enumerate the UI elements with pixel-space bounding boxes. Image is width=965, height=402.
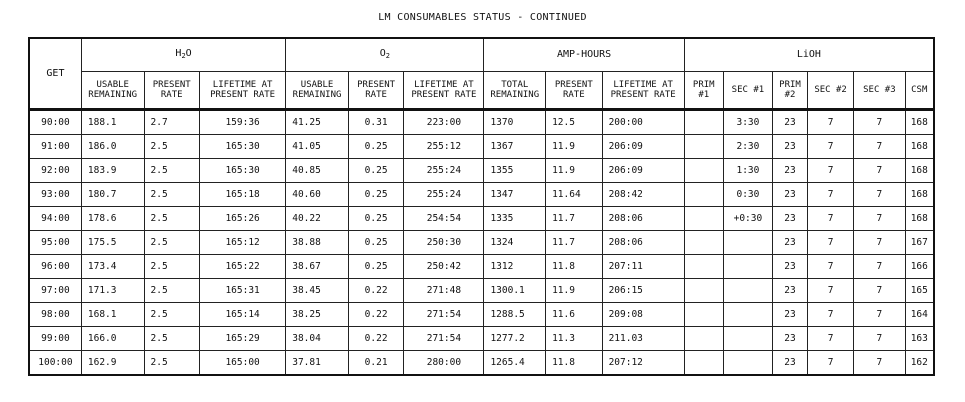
o2-rate-cell: 0.22 (348, 303, 403, 327)
h2o-group-header: $H_2O$ (81, 38, 285, 72)
h2o-lifetime-cell: 165:30 (199, 135, 285, 159)
lioh-prim1-cell (684, 279, 723, 303)
lioh-sec3-cell: 7 (854, 303, 905, 327)
o2-usable-cell: 38.88 (286, 231, 349, 255)
lioh-sec1-cell (723, 255, 772, 279)
get-cell: 99:00 (29, 327, 81, 351)
o2-rate-cell: 0.25 (348, 255, 403, 279)
lioh-sec2-cell: 7 (807, 110, 853, 135)
amp-rate-cell: 11.8 (546, 351, 602, 376)
h2o-usable-cell: 168.1 (81, 303, 144, 327)
amp-lifetime-cell: 206:15 (602, 279, 684, 303)
lioh-sec2-cell: 7 (807, 255, 853, 279)
h2o-rate-cell: 2.7 (144, 110, 199, 135)
amp-rate-cell: 11.9 (546, 279, 602, 303)
get-cell: 97:00 (29, 279, 81, 303)
amp-lifetime-cell: 209:08 (602, 303, 684, 327)
o2-lifetime-cell: 271:48 (404, 279, 484, 303)
o2-usable-cell: 40.60 (286, 183, 349, 207)
o2-rate-cell: 0.25 (348, 231, 403, 255)
table-row (29, 327, 934, 351)
lioh-sec1-cell (723, 231, 772, 255)
h2o-lifetime-cell: 165:14 (199, 303, 285, 327)
lioh-csm-cell: 162 (905, 351, 934, 376)
o2-lifetime-cell: 271:54 (404, 303, 484, 327)
h2o-rate-cell: 2.5 (144, 135, 199, 159)
o2-usable-header: USABLE REMAINING (286, 72, 349, 110)
lioh-sec3-cell: 7 (854, 327, 905, 351)
o2-lifetime-cell: 250:30 (404, 231, 484, 255)
lioh-sec2-cell: 7 (807, 327, 853, 351)
amp-lifetime-cell: 207:11 (602, 255, 684, 279)
table-row (29, 183, 934, 207)
o2-lifetime-cell: 255:24 (404, 183, 484, 207)
amp-total-cell: 1335 (484, 207, 546, 231)
o2-rate-cell: 0.25 (348, 207, 403, 231)
get-cell: 95:00 (29, 231, 81, 255)
h2o-rate-cell: 2.5 (144, 327, 199, 351)
h2o-usable-cell: 183.9 (81, 159, 144, 183)
h2o-rate-cell: 2.5 (144, 159, 199, 183)
lioh-sec2-cell: 7 (807, 231, 853, 255)
amp-total-cell: 1367 (484, 135, 546, 159)
h2o-rate-header: PRESENT RATE (144, 72, 199, 110)
lioh-sec1-cell: 3:30 (723, 110, 772, 135)
h2o-lifetime-header: LIFETIME AT PRESENT RATE (199, 72, 285, 110)
o2-lifetime-cell: 250:42 (404, 255, 484, 279)
lioh-sec1-cell: 2:30 (723, 135, 772, 159)
lioh-csm-cell: 168 (905, 159, 934, 183)
lioh-sec1-cell: 1:30 (723, 159, 772, 183)
o2-rate-cell: 0.21 (348, 351, 403, 376)
lioh-sec1-cell (723, 279, 772, 303)
h2o-usable-cell: 175.5 (81, 231, 144, 255)
get-cell: 90:00 (29, 110, 81, 135)
table-row (29, 279, 934, 303)
o2-rate-header: PRESENT RATE (348, 72, 403, 110)
lioh-csm-cell: 168 (905, 135, 934, 159)
lioh-prim1-cell (684, 207, 723, 231)
lioh-sec3-cell: 7 (854, 231, 905, 255)
lioh-sec1-cell (723, 303, 772, 327)
lioh-sec3-header: SEC #3 (854, 72, 905, 110)
h2o-usable-cell: 186.0 (81, 135, 144, 159)
table-row (29, 303, 934, 327)
o2-rate-cell: 0.25 (348, 159, 403, 183)
amp-total-cell: 1300.1 (484, 279, 546, 303)
amp-hours-group-header: AMP-HOURS (484, 38, 684, 72)
amp-rate-cell: 12.5 (546, 110, 602, 135)
o2-usable-cell: 38.04 (286, 327, 349, 351)
o2-usable-cell: 38.67 (286, 255, 349, 279)
h2o-usable-cell: 162.9 (81, 351, 144, 376)
lioh-prim2-cell: 23 (773, 255, 808, 279)
table-row (29, 110, 934, 135)
lioh-prim1-cell (684, 110, 723, 135)
lioh-prim2-cell: 23 (773, 279, 808, 303)
lioh-sec2-cell: 7 (807, 279, 853, 303)
amp-total-cell: 1324 (484, 231, 546, 255)
lioh-csm-header: CSM (905, 72, 934, 110)
h2o-lifetime-cell: 165:30 (199, 159, 285, 183)
h2o-usable-cell: 171.3 (81, 279, 144, 303)
lioh-sec2-header: SEC #2 (807, 72, 853, 110)
h2o-usable-cell: 178.6 (81, 207, 144, 231)
lioh-sec2-cell: 7 (807, 159, 853, 183)
amp-total-cell: 1347 (484, 183, 546, 207)
o2-usable-cell: 40.85 (286, 159, 349, 183)
lioh-sec2-cell: 7 (807, 183, 853, 207)
amp-rate-cell: 11.7 (546, 207, 602, 231)
h2o-rate-cell: 2.5 (144, 303, 199, 327)
h2o-lifetime-cell: 159:36 (199, 110, 285, 135)
lioh-prim2-cell: 23 (773, 207, 808, 231)
lioh-group-header: LiOH (684, 38, 934, 72)
amp-rate-cell: 11.6 (546, 303, 602, 327)
lioh-sec2-cell: 7 (807, 303, 853, 327)
h2o-lifetime-cell: 165:18 (199, 183, 285, 207)
get-cell: 91:00 (29, 135, 81, 159)
h2o-lifetime-cell: 165:29 (199, 327, 285, 351)
lioh-prim2-cell: 23 (773, 110, 808, 135)
o2-rate-cell: 0.25 (348, 183, 403, 207)
amp-lifetime-cell: 200:00 (602, 110, 684, 135)
h2o-rate-cell: 2.5 (144, 183, 199, 207)
lioh-prim2-cell: 23 (773, 135, 808, 159)
lioh-sec3-cell: 7 (854, 279, 905, 303)
o2-lifetime-cell: 255:12 (404, 135, 484, 159)
lioh-prim1-cell (684, 255, 723, 279)
lioh-prim1-cell (684, 231, 723, 255)
table-row (29, 351, 934, 376)
o2-lifetime-cell: 280:00 (404, 351, 484, 376)
get-cell: 94:00 (29, 207, 81, 231)
lioh-sec3-cell: 7 (854, 135, 905, 159)
amp-rate-cell: 11.9 (546, 135, 602, 159)
h2o-lifetime-cell: 165:31 (199, 279, 285, 303)
amp-lifetime-cell: 206:09 (602, 159, 684, 183)
lioh-prim2-cell: 23 (773, 231, 808, 255)
table-row (29, 159, 934, 183)
amp-lifetime-header: LIFETIME AT PRESENT RATE (602, 72, 684, 110)
o2-rate-cell: 0.31 (348, 110, 403, 135)
lioh-sec2-cell: 7 (807, 351, 853, 376)
table-row (29, 135, 934, 159)
lioh-csm-cell: 166 (905, 255, 934, 279)
lioh-prim1-cell (684, 159, 723, 183)
lioh-prim1-cell (684, 135, 723, 159)
h2o-rate-cell: 2.5 (144, 255, 199, 279)
page-title: LM CONSUMABLES STATUS - CONTINUED (378, 12, 587, 23)
o2-lifetime-cell: 271:54 (404, 327, 484, 351)
amp-total-header: TOTAL REMAINING (484, 72, 546, 110)
lioh-sec3-cell: 7 (854, 110, 905, 135)
o2-group-header: $O_2$ (286, 38, 484, 72)
lioh-prim2-cell: 23 (773, 351, 808, 376)
lioh-prim1-cell (684, 183, 723, 207)
lioh-sec1-cell: +0:30 (723, 207, 772, 231)
get-cell: 96:00 (29, 255, 81, 279)
o2-rate-cell: 0.25 (348, 135, 403, 159)
lioh-sec1-cell: 0:30 (723, 183, 772, 207)
h2o-lifetime-cell: 165:22 (199, 255, 285, 279)
h2o-lifetime-cell: 165:00 (199, 351, 285, 376)
lioh-csm-cell: 168 (905, 183, 934, 207)
lioh-prim2-cell: 23 (773, 159, 808, 183)
h2o-usable-cell: 188.1 (81, 110, 144, 135)
lioh-sec1-cell (723, 327, 772, 351)
o2-lifetime-cell: 255:24 (404, 159, 484, 183)
amp-rate-cell: 11.7 (546, 231, 602, 255)
get-cell: 93:00 (29, 183, 81, 207)
lioh-prim2-cell: 23 (773, 303, 808, 327)
o2-lifetime-header: LIFETIME AT PRESENT RATE (404, 72, 484, 110)
amp-total-cell: 1265.4 (484, 351, 546, 376)
amp-total-cell: 1312 (484, 255, 546, 279)
amp-total-cell: 1277.2 (484, 327, 546, 351)
table-row (29, 207, 934, 231)
h2o-rate-cell: 2.5 (144, 351, 199, 376)
lioh-csm-cell: 163 (905, 327, 934, 351)
h2o-usable-cell: 180.7 (81, 183, 144, 207)
amp-total-cell: 1370 (484, 110, 546, 135)
o2-usable-cell: 37.81 (286, 351, 349, 376)
o2-rate-cell: 0.22 (348, 327, 403, 351)
h2o-rate-cell: 2.5 (144, 279, 199, 303)
lioh-sec1-header: SEC #1 (723, 72, 772, 110)
lioh-prim1-cell (684, 303, 723, 327)
lioh-csm-cell: 164 (905, 303, 934, 327)
lioh-sec3-cell: 7 (854, 159, 905, 183)
o2-usable-cell: 38.25 (286, 303, 349, 327)
amp-rate-cell: 11.8 (546, 255, 602, 279)
lioh-csm-cell: 168 (905, 207, 934, 231)
o2-usable-cell: 40.22 (286, 207, 349, 231)
lioh-prim1-header: PRIM #1 (684, 72, 723, 110)
lioh-sec2-cell: 7 (807, 207, 853, 231)
o2-usable-cell: 41.25 (286, 110, 349, 135)
o2-rate-cell: 0.22 (348, 279, 403, 303)
lioh-sec3-cell: 7 (854, 207, 905, 231)
lioh-sec1-cell (723, 351, 772, 376)
lioh-sec3-cell: 7 (854, 351, 905, 376)
lioh-prim2-header: PRIM #2 (773, 72, 808, 110)
lioh-sec2-cell: 7 (807, 135, 853, 159)
amp-lifetime-cell: 206:09 (602, 135, 684, 159)
lioh-csm-cell: 168 (905, 110, 934, 135)
get-cell: 98:00 (29, 303, 81, 327)
table-row (29, 231, 934, 255)
lioh-prim1-cell (684, 327, 723, 351)
table-body (29, 110, 934, 376)
lioh-sec3-cell: 7 (854, 255, 905, 279)
lioh-prim2-cell: 23 (773, 183, 808, 207)
lioh-csm-cell: 167 (905, 231, 934, 255)
amp-lifetime-cell: 208:06 (602, 207, 684, 231)
h2o-usable-cell: 166.0 (81, 327, 144, 351)
get-cell: 92:00 (29, 159, 81, 183)
o2-lifetime-cell: 223:00 (404, 110, 484, 135)
get-header: GET (29, 38, 81, 110)
h2o-usable-header: USABLE REMAINING (81, 72, 144, 110)
h2o-lifetime-cell: 165:12 (199, 231, 285, 255)
amp-lifetime-cell: 207:12 (602, 351, 684, 376)
h2o-rate-cell: 2.5 (144, 231, 199, 255)
amp-lifetime-cell: 208:06 (602, 231, 684, 255)
o2-lifetime-cell: 254:54 (404, 207, 484, 231)
table-row (29, 255, 934, 279)
consumables-table (28, 37, 935, 376)
amp-lifetime-cell: 208:42 (602, 183, 684, 207)
amp-rate-cell: 11.64 (546, 183, 602, 207)
get-cell: 100:00 (29, 351, 81, 376)
lioh-sec3-cell: 7 (854, 183, 905, 207)
o2-usable-cell: 38.45 (286, 279, 349, 303)
lioh-prim1-cell (684, 351, 723, 376)
amp-rate-cell: 11.3 (546, 327, 602, 351)
lioh-csm-cell: 165 (905, 279, 934, 303)
h2o-usable-cell: 173.4 (81, 255, 144, 279)
h2o-lifetime-cell: 165:26 (199, 207, 285, 231)
amp-rate-cell: 11.9 (546, 159, 602, 183)
amp-total-cell: 1288.5 (484, 303, 546, 327)
o2-usable-cell: 41.05 (286, 135, 349, 159)
lioh-prim2-cell: 23 (773, 327, 808, 351)
amp-total-cell: 1355 (484, 159, 546, 183)
amp-lifetime-cell: 211.03 (602, 327, 684, 351)
amp-rate-header: PRESENT RATE (546, 72, 602, 110)
h2o-rate-cell: 2.5 (144, 207, 199, 231)
